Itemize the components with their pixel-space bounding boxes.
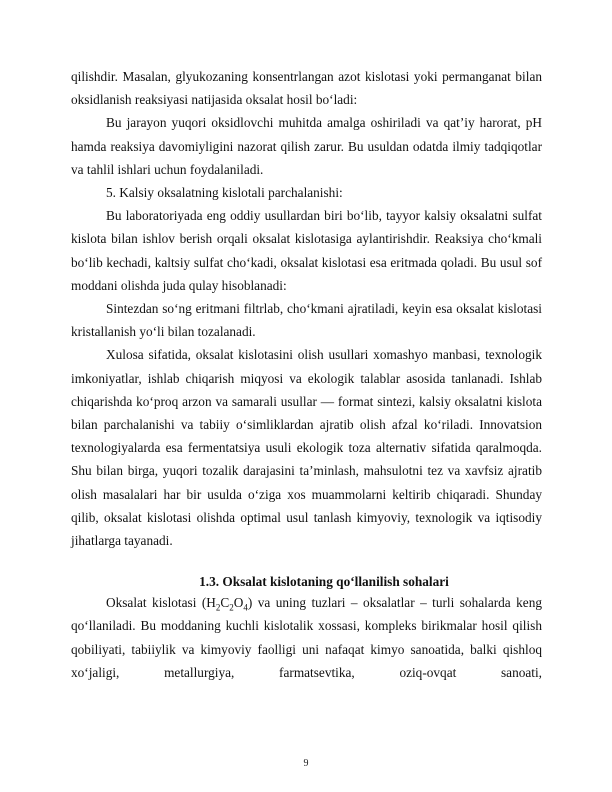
paragraph-filtration: Sintezdan so‘ng eritmani filtrlab, cho‘kmani ajratiladi, keyin esa oksalat kislotasi kristallanish yo‘li bilan tozalanadi. <box>71 301 542 340</box>
paragraph-method-5-title: 5. Kalsiy oksalatning kislotali parchalanishi: <box>106 185 343 201</box>
paragraph-glucose-oxidation: qilishdir. Masalan, glyukozaning konsentrlangan azot kislotasi yoki permanganat bilan oksidlanish reaksiyasi natijasida oksalat hosil bo‘ladi: <box>71 69 542 108</box>
formula-h-subscript: 2 <box>215 602 221 613</box>
paragraph-conclusion: Xulosa sifatida, oksalat kislotasini olish usullari xomashyo manbasi, texnologik imkoniyatlar, ishlab chiqarish miqyosi va ekologik talablar asosida tanlanadi. Ishlab chiqarishda ko‘proq arzon va samarali usullar — format sintezi, kalsiy oksalatni kislota bilan parchalanishi va tabiiy o‘simliklardan ajratib olish afzal ko‘riladi. Innovatsion texnologiyalarda esa fermentatsiya usuli ekologik toza alternativ sifatida qaralmoqda. Shu bilan birga, yuqori tozalik darajasini ta’minlash, mahsulotni tez va xavfsiz ajratib olish masalalari har bir usulda o‘ziga xos muammolarni keltirib chiqaradi. Shunday qilib, oksalat kislotasi olishda optimal usul tanlash kimyoviy, texnologik va iqtisodiy jihatlarga tayanadi. <box>71 347 542 549</box>
applications-text: ) va uning tuzlari – oksalatlar – turli sohalarda keng qo‘llaniladi. Bu moddaning kuchli kislotalik xossasi, kompleks birikmalar hosil qilish qobiliyati, tabiiylik va kimyoviy faolligi uni nafaqat kimyo sanoatida, balki qishloq xo‘jaligi, metallurgiya, farmatsevtika, oziq-ovqat sanoati, <box>71 595 542 680</box>
formula-lead-text: Oksalat kislotasi ( <box>106 595 207 611</box>
section-spacer <box>71 552 542 573</box>
formula-o-subscript: 4 <box>243 602 248 613</box>
section-heading: 1.3. Oksalat kislotaning qo‘llanilish sohalari <box>199 574 449 590</box>
paragraph-calcium-oxalate-method: Bu laboratoriyada eng oddiy usullardan biri bo‘lib, tayyor kalsiy oksalatni sulfat kislota bilan ishlov berish orqali oksalat kislotasiga aylantirishdir. Reaksiya cho‘kmali bo‘lib kechadi, kaltsiy sulfat cho‘kadi, oksalat kislotasi esa eritmada qoladi. Bu usul sof moddani olishda juda qulay hisoblanadi: <box>71 208 542 293</box>
paragraph-oxidation-conditions: Bu jarayon yuqori oksidlovchi muhitda amalga oshiriladi va qat’iy harorat, pH hamda reaksiya davomiyligini nazorat qilish zarur. Bu usuldan odatda ilmiy tadqiqotlar va tahlil ishlari uchun foydalaniladi. <box>71 115 542 177</box>
formula-c-subscript: 2 <box>229 602 234 613</box>
formula-c: C <box>220 595 230 611</box>
document-page <box>71 65 542 684</box>
paragraph-applications <box>71 591 542 684</box>
page-number: 9 <box>303 758 309 769</box>
formula-h: H <box>206 595 216 611</box>
formula-o: O <box>233 595 244 611</box>
